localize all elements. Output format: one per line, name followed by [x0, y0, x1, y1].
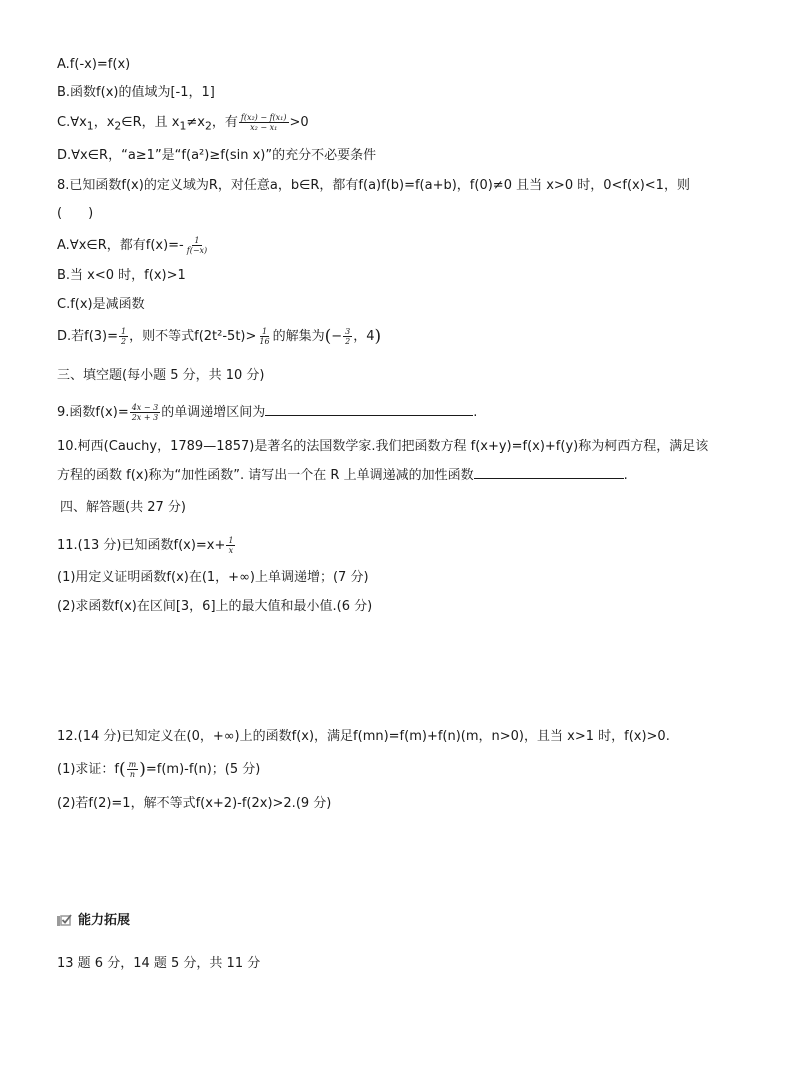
q11-stem: 11.(13 分)已知函数f(x)=x+ $\frac{1}{x}$ — [57, 536, 234, 555]
section-solve-title: 四、解答题(共 27 分) — [60, 500, 186, 515]
q7-option-d: D.∀x∈R，“a≥1”是“f(a²)≥f(sin x)”的充分不必要条件 — [57, 148, 377, 163]
scoring-note: 13 题 6 分，14 题 5 分，共 11 分 — [57, 956, 261, 971]
q9-answer-blank[interactable] — [265, 403, 473, 416]
q7-option-c: $C.\forall x_1$，$x_2\in R$，且 $x_1\ne x_2$，有 $\frac{\text{f(x₂) − f(x₁)}}{\text{x₂ − x₁}}$ >0 — [57, 113, 309, 133]
q8-option-a: A.∀x∈R，都有f(x)=- $\frac{1}{f(-x)}$ — [57, 236, 208, 255]
q12-part1: (1)求证：f( $\frac{m}{n}$ )=f(m)-f(n)；(5 分) — [57, 759, 261, 780]
q8-option-b: B.当 x<0 时，f(x)>1 — [57, 268, 186, 283]
q7-option-b: B.函数f(x)的值域为[-1，1] — [57, 85, 215, 100]
q7-option-c-fraction: $\frac{\text{f(x₂) − f(x₁)}}{\text{x₂ − x₁}}$ — [240, 113, 287, 132]
q10-line1: 10.柯西(Cauchy，1789—1857)是著名的法国数学家.我们把函数方程 f(x+y)=f(x)+f(y)称为柯西方程，满足该 — [57, 439, 709, 454]
check-box-icon — [57, 913, 72, 926]
q10-answer-blank[interactable] — [474, 466, 624, 479]
q12-part2: (2)若f(2)=1，解不等式f(x+2)-f(2x)>2.(9 分) — [57, 796, 332, 811]
q12-stem: 12.(14 分)已知定义在(0，+∞)上的函数f(x)，满足f(mn)=f(m)+f(n)(m，n>0)，且当 x>1 时，f(x)>0. — [57, 729, 670, 744]
section-ability-heading: 能力拓展 — [57, 912, 130, 930]
q9: 9.函数f(x)= $\frac{4x - 3}{2x + 3}$ 的单调递增区间为 . — [57, 403, 478, 422]
q11-part1: (1)用定义证明函数f(x)在(1，+∞)上单调递增；(7 分) — [57, 570, 369, 585]
q8-option-d: D.若f(3)= $\frac{1}{2}$ ，则不等式f(2t²-5t)> $\frac{1}{16}$ 的解集为(− $\frac{3}{2}$ ，4) — [57, 326, 382, 347]
q11-part2: (2)求函数f(x)在区间[3，6]上的最大值和最小值.(6 分) — [57, 599, 373, 614]
q8-answer-paren: ( ) — [57, 206, 94, 221]
q8-option-c: C.f(x)是减函数 — [57, 297, 145, 312]
section-fill-in-title: 三、填空题(每小题 5 分，共 10 分) — [57, 368, 265, 383]
q10-line2: 方程的函数 f(x)称为“加性函数”. 请写出一个在 R 上单调递减的加性函数 . — [57, 468, 628, 483]
q7-option-a: A.f(-x)=f(x) — [57, 57, 131, 72]
q8-stem: 8.已知函数f(x)的定义域为R，对任意a，b∈R，都有f(a)f(b)=f(a+b)，f(0)≠0 且当 x>0 时，0<f(x)<1，则 — [57, 178, 690, 193]
